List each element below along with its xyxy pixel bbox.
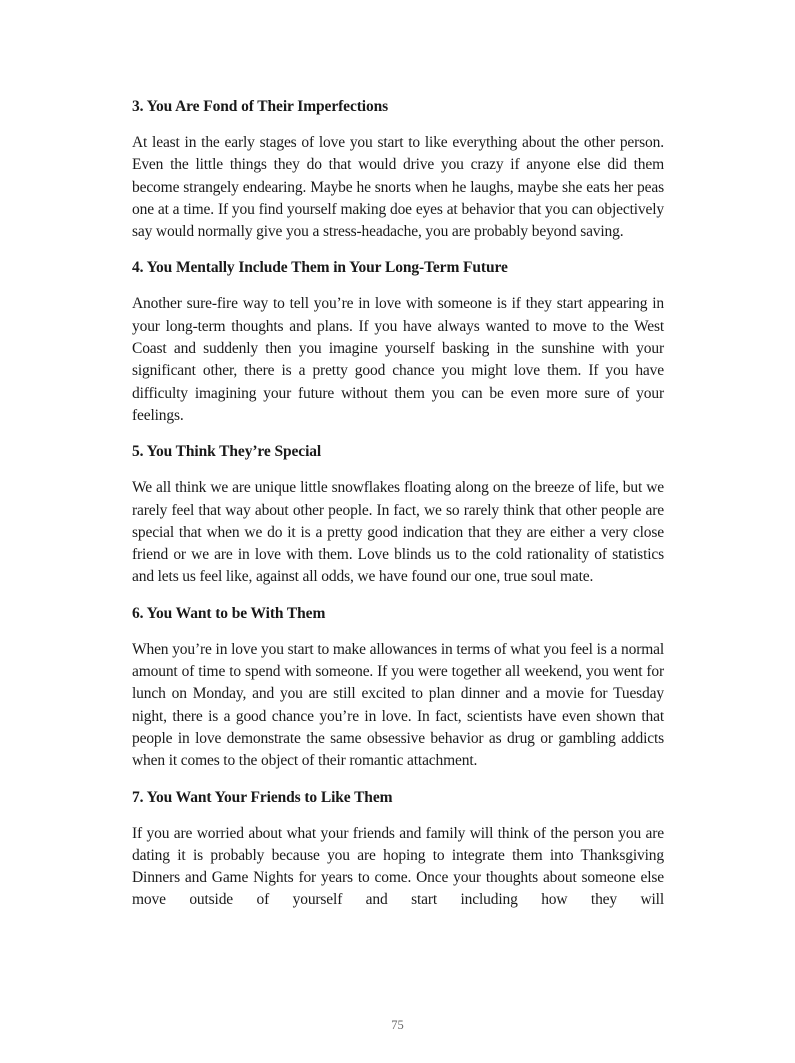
page-number: 75 [391, 1018, 404, 1032]
section-think-special [132, 441, 664, 588]
section-heading: 5. You Think They’re Special [132, 443, 322, 461]
page-content [132, 96, 664, 926]
section-paragraph: When you’re in love you start to make allowances in terms of what you feel is a normal amount of time to spend with someone. If you were together all weekend, you went for lunch on Monday, and you are still excited to plan dinner and a movie for Tuesday night, there is a good chance you’re in love. In fact, scientists have even shown that people in love demonstrate the same obsessive behavior as drug or gambling addicts when it comes to the object of their romantic attachment. [132, 640, 664, 770]
section-paragraph: Another sure-fire way to tell you’re in love with someone is if they start appearing in your long-term thoughts and plans. If you have always wanted to move to the West Coast and suddenly then you imagine yourself basking in the sunshine with your significant other, there is a pretty good chance you might love them. If you have difficulty imagining your future without them you can be even more sure of your feelings. [132, 295, 664, 424]
section-heading: 4. You Mentally Include Them in Your Long-Term Future [132, 259, 508, 277]
section-long-term-future [132, 257, 664, 427]
section-paragraph: We all think we are unique little snowflakes floating along on the breeze of life, but we rarely feel that way about other people. In fact, we so rarely think that other people are special that when we do it is a pretty good indication that they are either a very close friend or we are in love with them. Love blinds us to the cold rationality of statistics and lets us feel like, against all odds, we have found our one, true soul mate. [132, 479, 664, 586]
section-want-to-be-with [132, 603, 664, 773]
section-heading: 6. You Want to be With Them [132, 604, 326, 622]
section-heading: 3. You Are Fond of Their Imperfections [132, 98, 389, 115]
section-fond-of-imperfections [132, 96, 664, 243]
section-heading: 7. You Want Your Friends to Like Them [132, 788, 393, 806]
section-paragraph: At least in the early stages of love you start to like everything about the other person. Even the little things they do that would drive you crazy if anyone else did them become strangely endearing. Maybe he snorts when he laughs, maybe she eats her peas one at a time. If you find yourself making doe eyes at behavior that you can objectively say would normally give you a stress-headache, you are probably beyond saving. [132, 134, 664, 241]
section-friends-like-them [132, 787, 664, 912]
section-paragraph: If you are worried about what your friends and family will think of the person you are dating it is probably because you are hoping to integrate them into Thanksgiving Dinners and Game Nights for years to come. Once your thoughts about someone else move outside of yourself and start including how they will [132, 824, 664, 909]
